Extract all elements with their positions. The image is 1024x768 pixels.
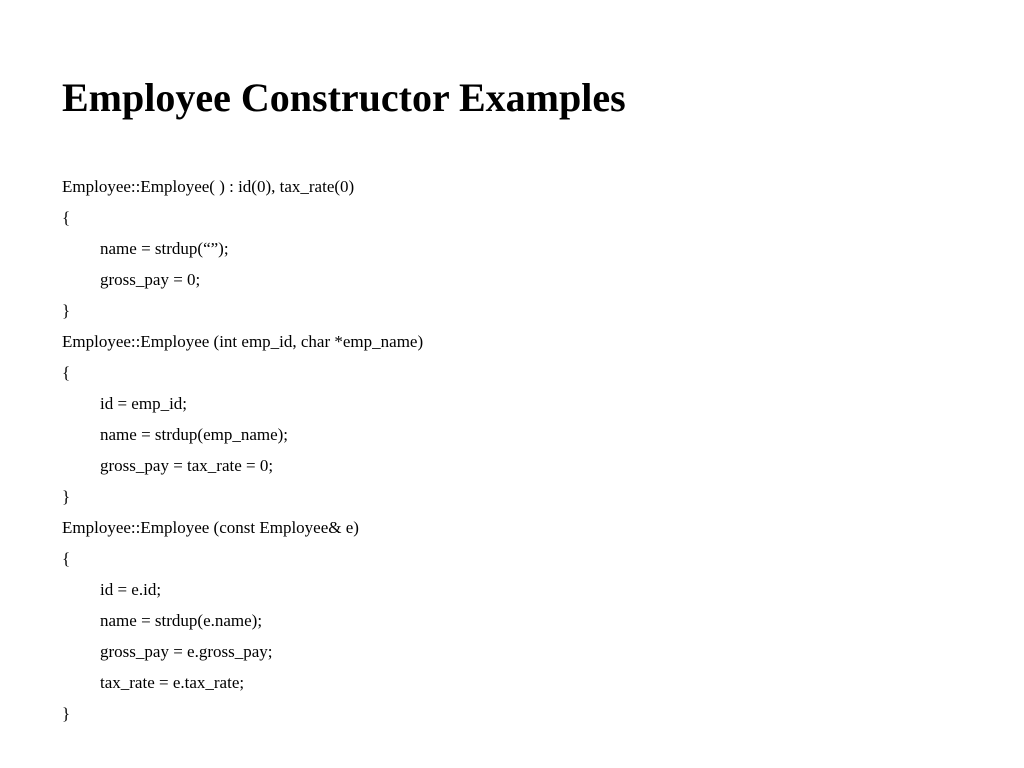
code-line: Employee::Employee (int emp_id, char *emp_name)	[62, 332, 424, 351]
code-line: name = strdup(“”);	[100, 239, 229, 258]
code-line: }	[62, 487, 71, 506]
code-line: name = strdup(e.name);	[100, 611, 263, 630]
code-line: Employee::Employee( ) : id(0), tax_rate(0)	[62, 177, 355, 196]
code-line: }	[62, 301, 71, 320]
code-line: }	[62, 704, 71, 723]
code-line: Employee::Employee (const Employee& e)	[62, 518, 359, 537]
code-line: tax_rate = e.tax_rate;	[100, 673, 245, 692]
code-line: gross_pay = e.gross_pay;	[100, 642, 273, 661]
code-line: id = e.id;	[100, 580, 162, 599]
code-listing	[62, 171, 423, 729]
code-line: {	[62, 208, 71, 227]
code-line: id = emp_id;	[100, 394, 188, 413]
code-line: {	[62, 549, 71, 568]
code-line: gross_pay = tax_rate = 0;	[100, 456, 274, 475]
code-line: gross_pay = 0;	[100, 270, 201, 289]
code-line: name = strdup(emp_name);	[100, 425, 289, 444]
code-line: {	[62, 363, 71, 382]
slide-title: Employee Constructor Examples	[62, 75, 626, 120]
